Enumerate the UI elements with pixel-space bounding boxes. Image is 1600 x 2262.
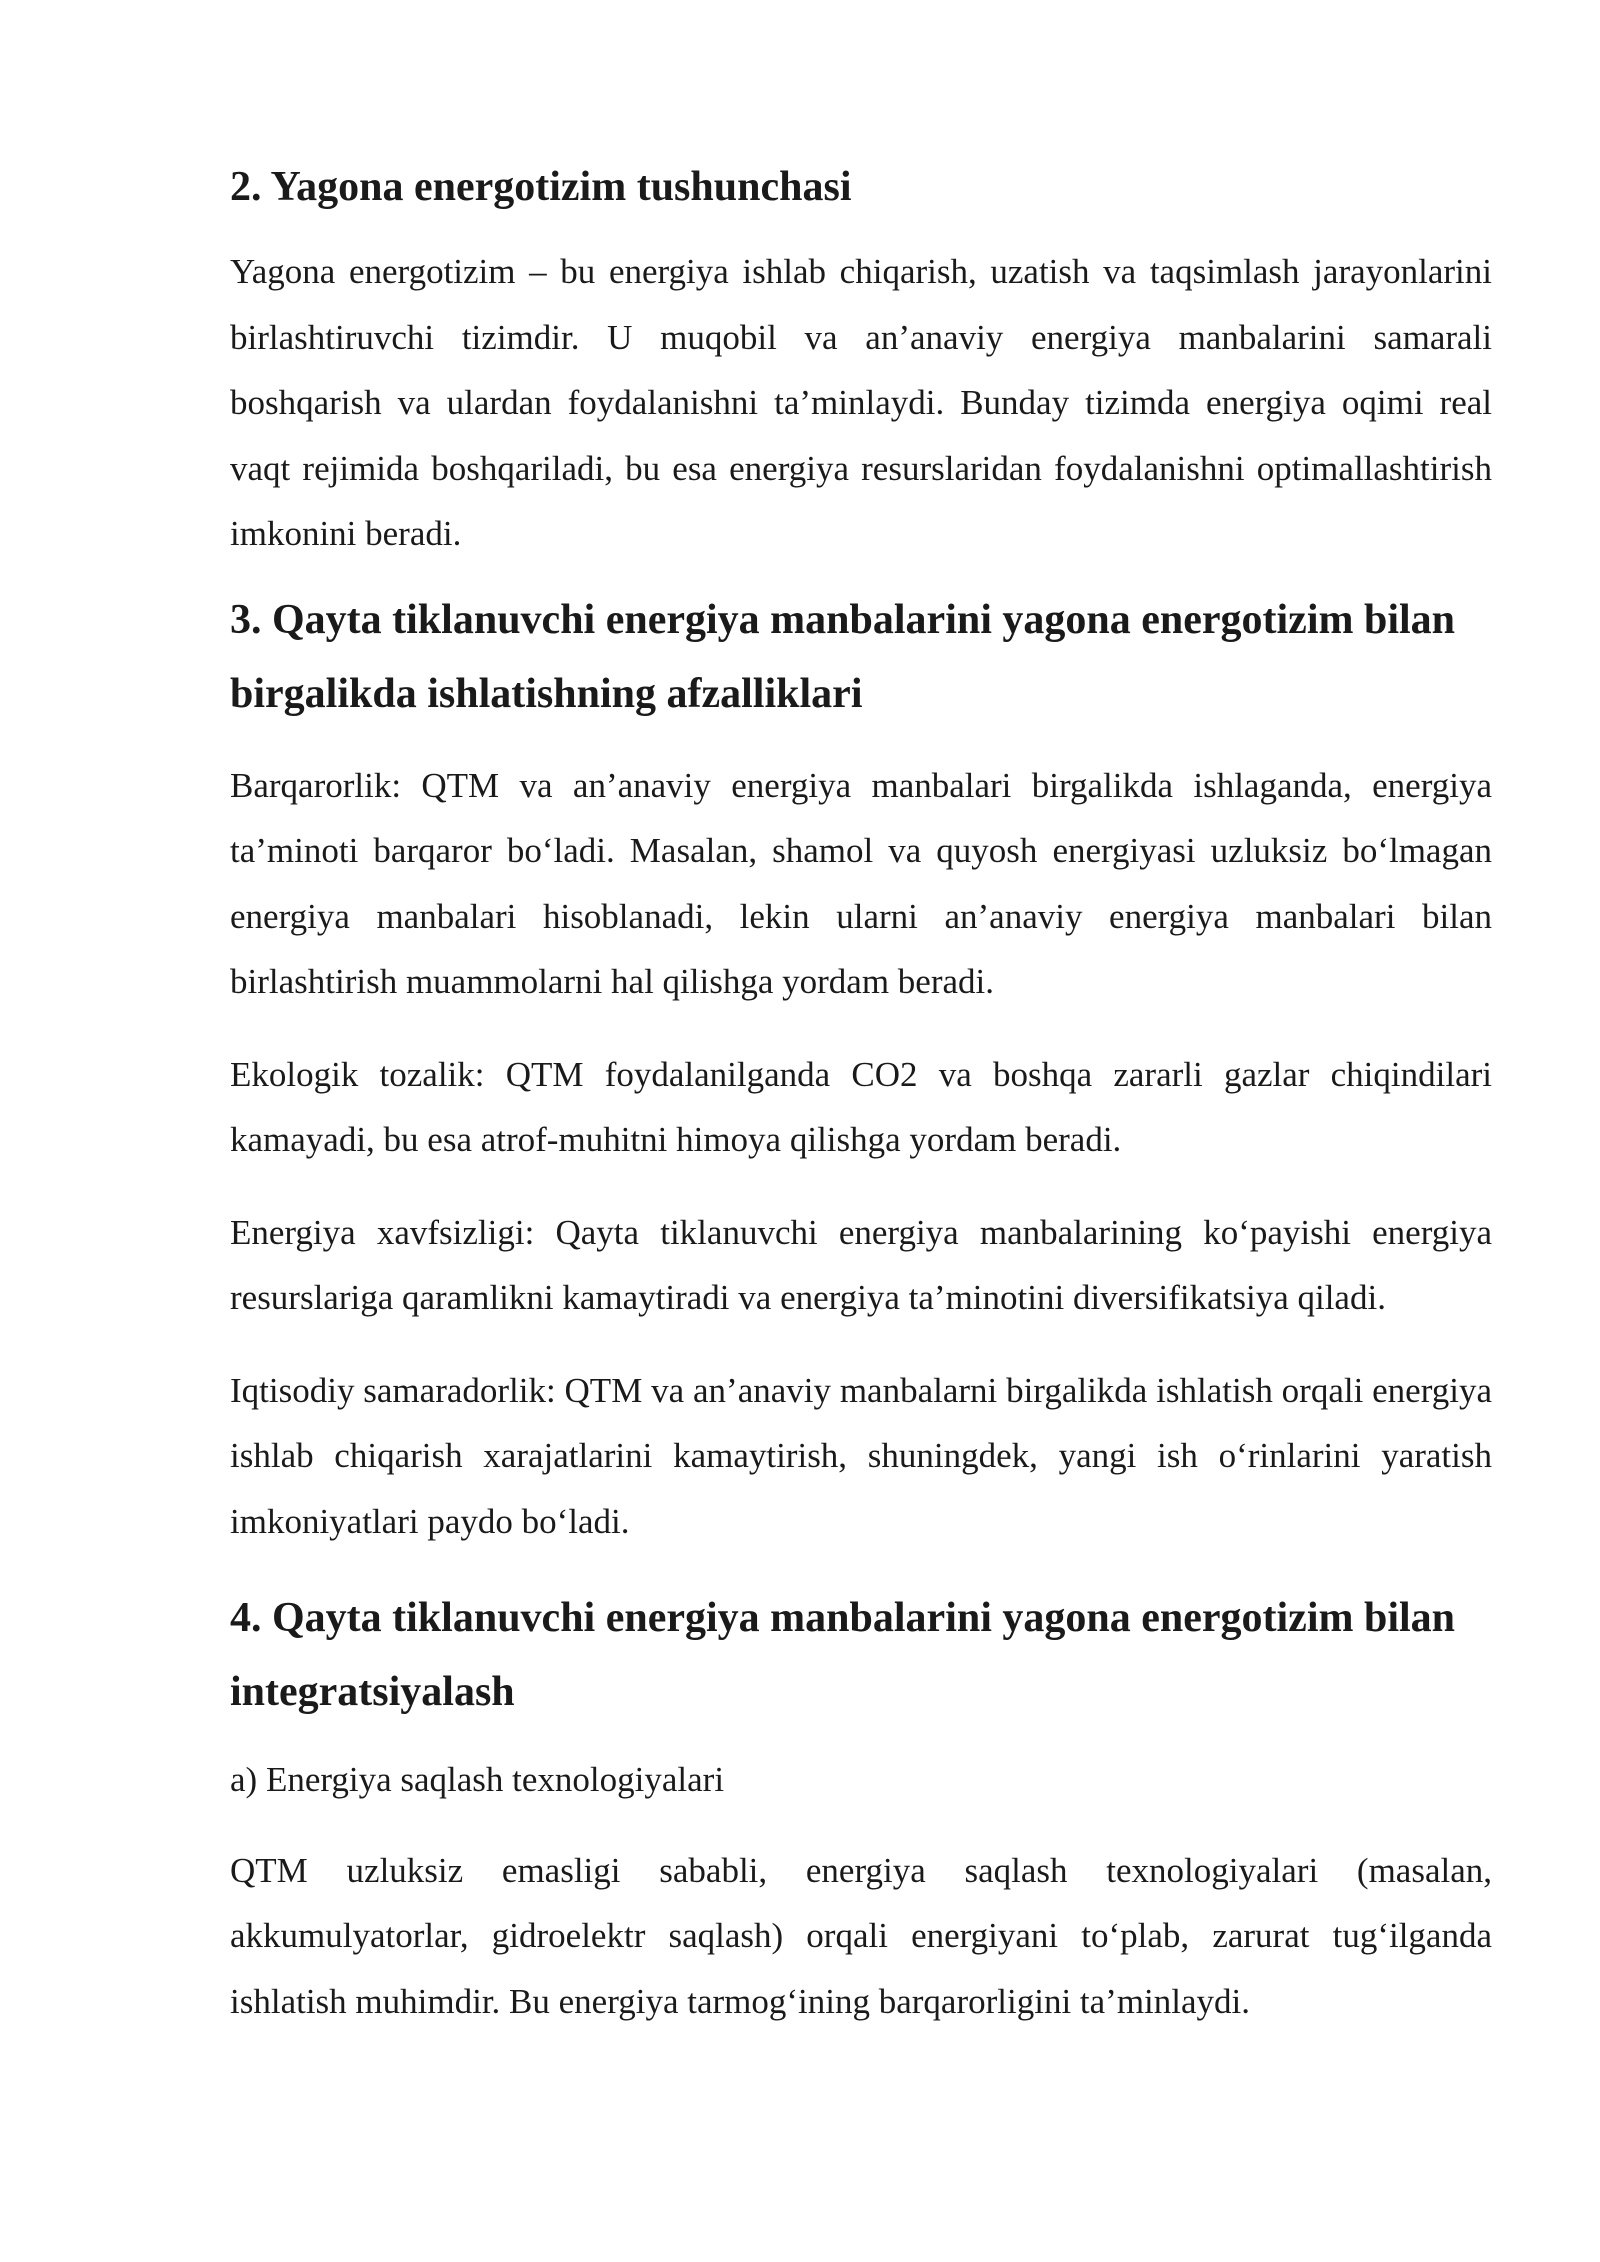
section-2-paragraph: Yagona energotizim – bu energiya ishlab chiqarish, uzatish va taqsimlash jarayonlarini birlashtiruvchi tizimdir. U muqobil va an’anaviy energiya manbalarini samarali boshqarish va ulardan foydalanishni ta’minlaydi. Bunday tizimda energiya oqimi real vaqt rejimida boshqariladi, bu esa energiya resurslaridan foydalanishni optimallashtirish imkonini beradi. xyxy=(230,252,1492,553)
document-page xyxy=(230,150,1492,2034)
advantage-stability-paragraph: Barqarorlik: QTM va an’anaviy energiya manbalari birgalikda ishlaganda, energiya ta’minoti barqaror bo‘ladi. Masalan, shamol va quyosh energiyasi uzluksiz bo‘lmagan energiya manbalari hisoblanadi, lekin ularni an’anaviy energiya manbalari bilan birlashtirish muammolarni hal qilishga yordam beradi. xyxy=(230,765,1492,1001)
section-4-subheading: a) Energiya saqlash texnologiyalari xyxy=(230,1760,725,1799)
section-3-heading: 3. Qayta tiklanuvchi energiya manbalarini yagona energotizim bilan birgalikda ishlatishning afzalliklari xyxy=(230,596,1456,717)
advantage-ecology-paragraph: Ekologik tozalik: QTM foydalanilganda CO2 va boshqa zararli gazlar chiqindilari kamayadi, bu esa atrof-muhitni himoya qilishga yordam beradi. xyxy=(230,1054,1492,1159)
section-4-heading: 4. Qayta tiklanuvchi energiya manbalarini yagona energotizim bilan integratsiyalash xyxy=(230,1595,1456,1715)
section-4-paragraph: QTM uzluksiz emasligi sababli, energiya saqlash texnologiyalari (masalan, akkumulyatorlar, gidroelektr saqlash) orqali energiyani to‘plab, zarurat tug‘ilganda ishlatish muhimdir. Bu energiya tarmog‘ining barqarorligini ta’minlaydi. xyxy=(230,1850,1492,2021)
advantage-economy-paragraph: Iqtisodiy samaradorlik: QTM va an’anaviy manbalarni birgalikda ishlatish orqali energiya ishlab chiqarish xarajatlarini kamaytirish, shuningdek, yangi ish o‘rinlarini yaratish imkoniyatlari paydo bo‘ladi. xyxy=(230,1370,1492,1541)
advantage-security-paragraph: Energiya xavfsizligi: Qayta tiklanuvchi energiya manbalarining ko‘payishi energiya resurslariga qaramlikni kamaytiradi va energiya ta’minotini diversifikatsiya qiladi. xyxy=(230,1212,1492,1317)
section-2-heading: 2. Yagona energotizim tushunchasi xyxy=(230,164,852,210)
